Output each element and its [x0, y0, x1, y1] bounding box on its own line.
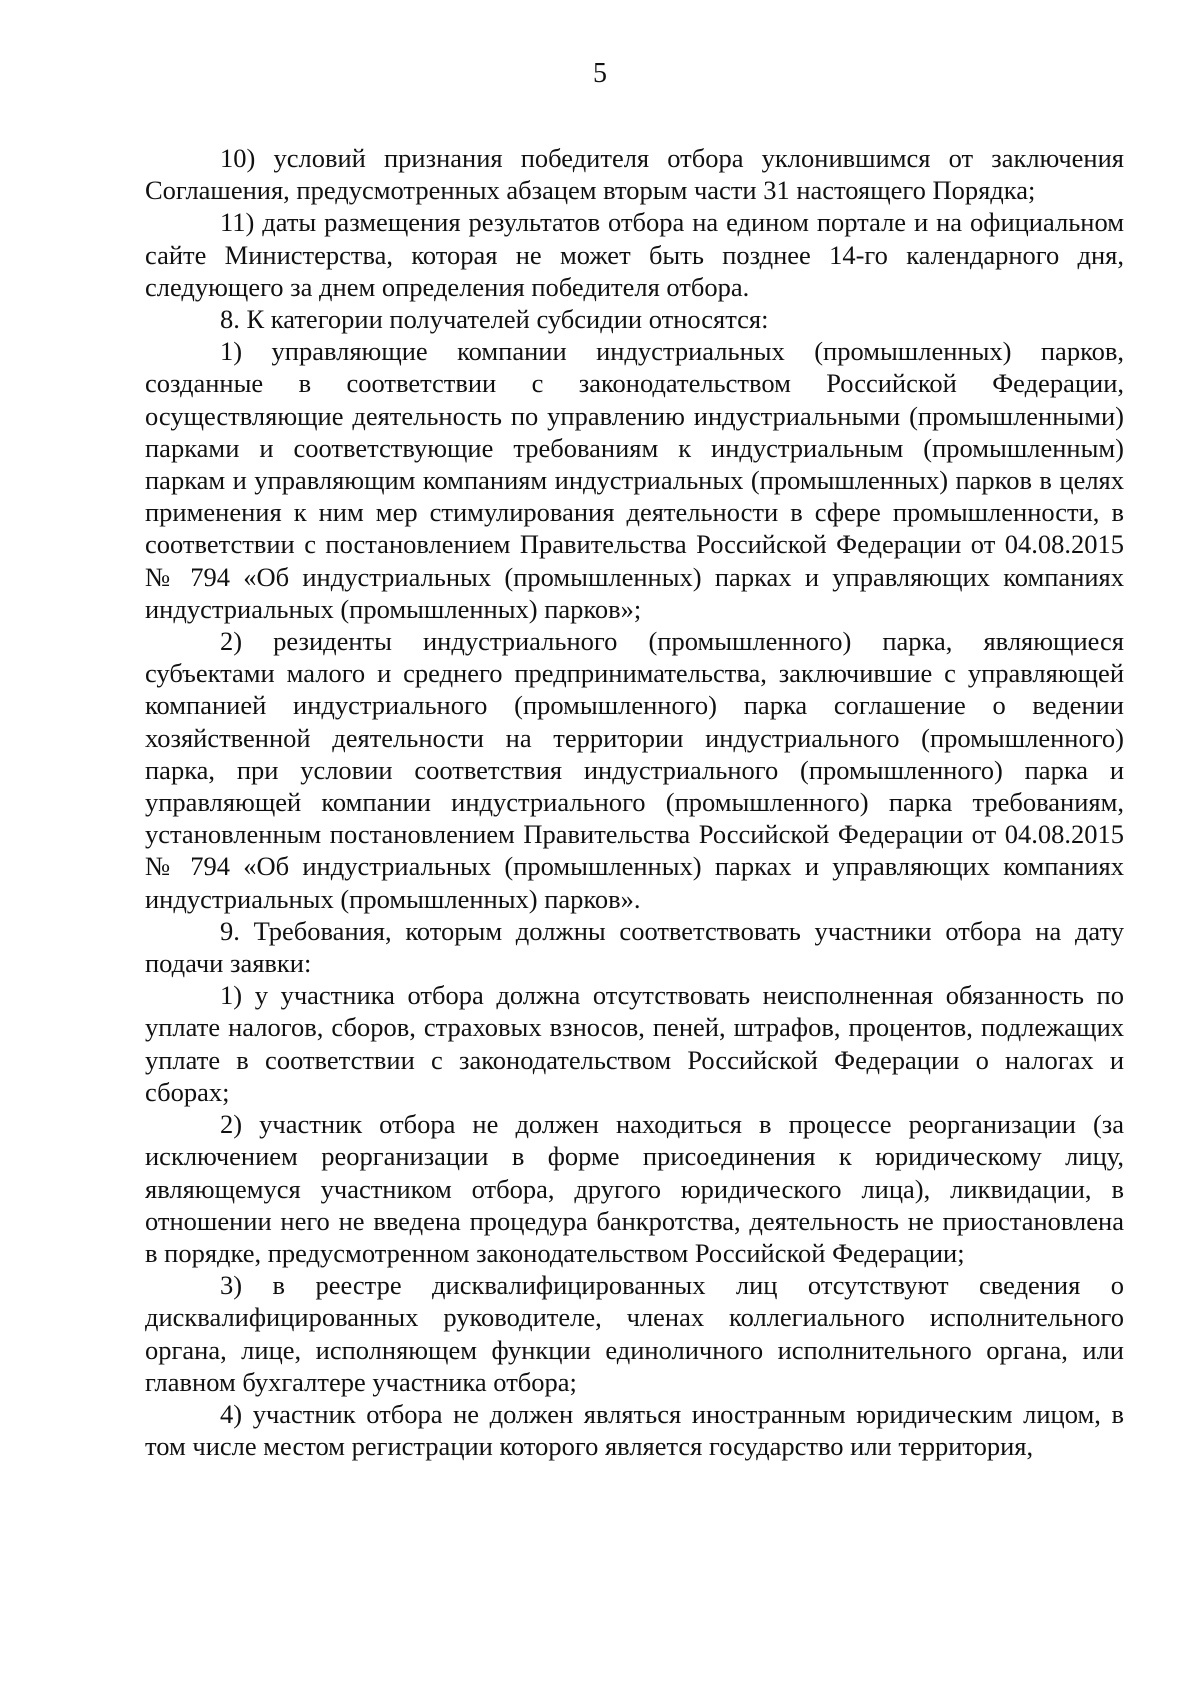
paragraph-requirement-1-no-tax-debt: 1) у участника отбора должна отсутствовать неисполненная обязанность по уплате налогов, сборов, страховых взносов, пеней, штрафов, процентов, подлежащих уплате в соответствии с законодательством Российской Федерации о налогах и сборах; [145, 980, 1124, 1107]
paragraph-section-9-heading: 9. Требования, которым должны соответствовать участники отбора на дату подачи заявки: [145, 915, 1124, 979]
paragraph-requirement-2-no-reorganization: 2) участник отбора не должен находиться в процессе реорганизации (за исключением реорганизации в форме присоединения к юридическому лицу, являющемуся участником отбора, другого юридического лица), ликвидации, в отношении него не введена процедура банкротства, деятельность не приостановлена в порядке, предусмотренном законодательством Российской Федерации; [145, 1109, 1124, 1268]
paragraph-item-11-publication-dates: 11) даты размещения результатов отбора на едином портале и на официальном сайте Министерства, которая не может быть позднее 14-го календарного дня, следующего за днем определения победителя отбора. [145, 207, 1124, 302]
document-body [145, 142, 1124, 1462]
paragraph-item-10-conditions: 10) условий признания победителя отбора уклонившимся от заключения Соглашения, предусмотренных абзацем вторым части 31 настоящего Порядка; [145, 143, 1124, 206]
paragraph-requirement-4-not-foreign-entity: 4) участник отбора не должен являться иностранным юридическим лицом, в том числе местом регистрации которого является государство или территория, [145, 1398, 1124, 1462]
paragraph-category-1-management-companies: 1) управляющие компании индустриальных (промышленных) парков, созданные в соответствии с законодательством Российской Федерации, осуществляющие деятельность по управлению индустриальными (промышленными) парками и соответствующие требованиям к индустриальным (промышленным) паркам и управляющим компаниям индустриальных (промышленных) парков в целях применения к ним мер стимулирования деятельности в сфере промышленности, в соответствии с постановлением Правительства Российской Федерации от 04.08.2015 № 794 «Об индустриальных (промышленных) парках и управляющих компаниях индустриальных (промышленных) парков»; [145, 336, 1124, 624]
paragraph-category-2-park-residents: 2) резиденты индустриального (промышленного) парка, являющиеся субъектами малого и среднего предпринимательства, заключившие с управляющей компанией индустриального (промышленного) парка соглашение о ведении хозяйственной деятельности на территории индустриального (промышленного) парка, при условии соответствия индустриального (промышленного) парка и управляющей компании индустриального (промышленного) парка требованиям, установленным постановлением Правительства Российской Федерации от 04.08.2015 № 794 «Об индустриальных (промышленных) парках и управляющих компаниях индустриальных (промышленных) парков». [145, 626, 1124, 914]
paragraph-requirement-3-no-disqualified-persons: 3) в реестре дисквалифицированных лиц отсутствуют сведения о дисквалифицированных руководителе, членах коллегиального исполнительного органа, лице, исполняющем функции единоличного исполнительного органа, или главном бухгалтере участника отбора; [145, 1270, 1124, 1397]
paragraph-section-8-heading: 8. К категории получателей субсидии относятся: [220, 304, 769, 335]
page-number: 5 [593, 58, 607, 89]
